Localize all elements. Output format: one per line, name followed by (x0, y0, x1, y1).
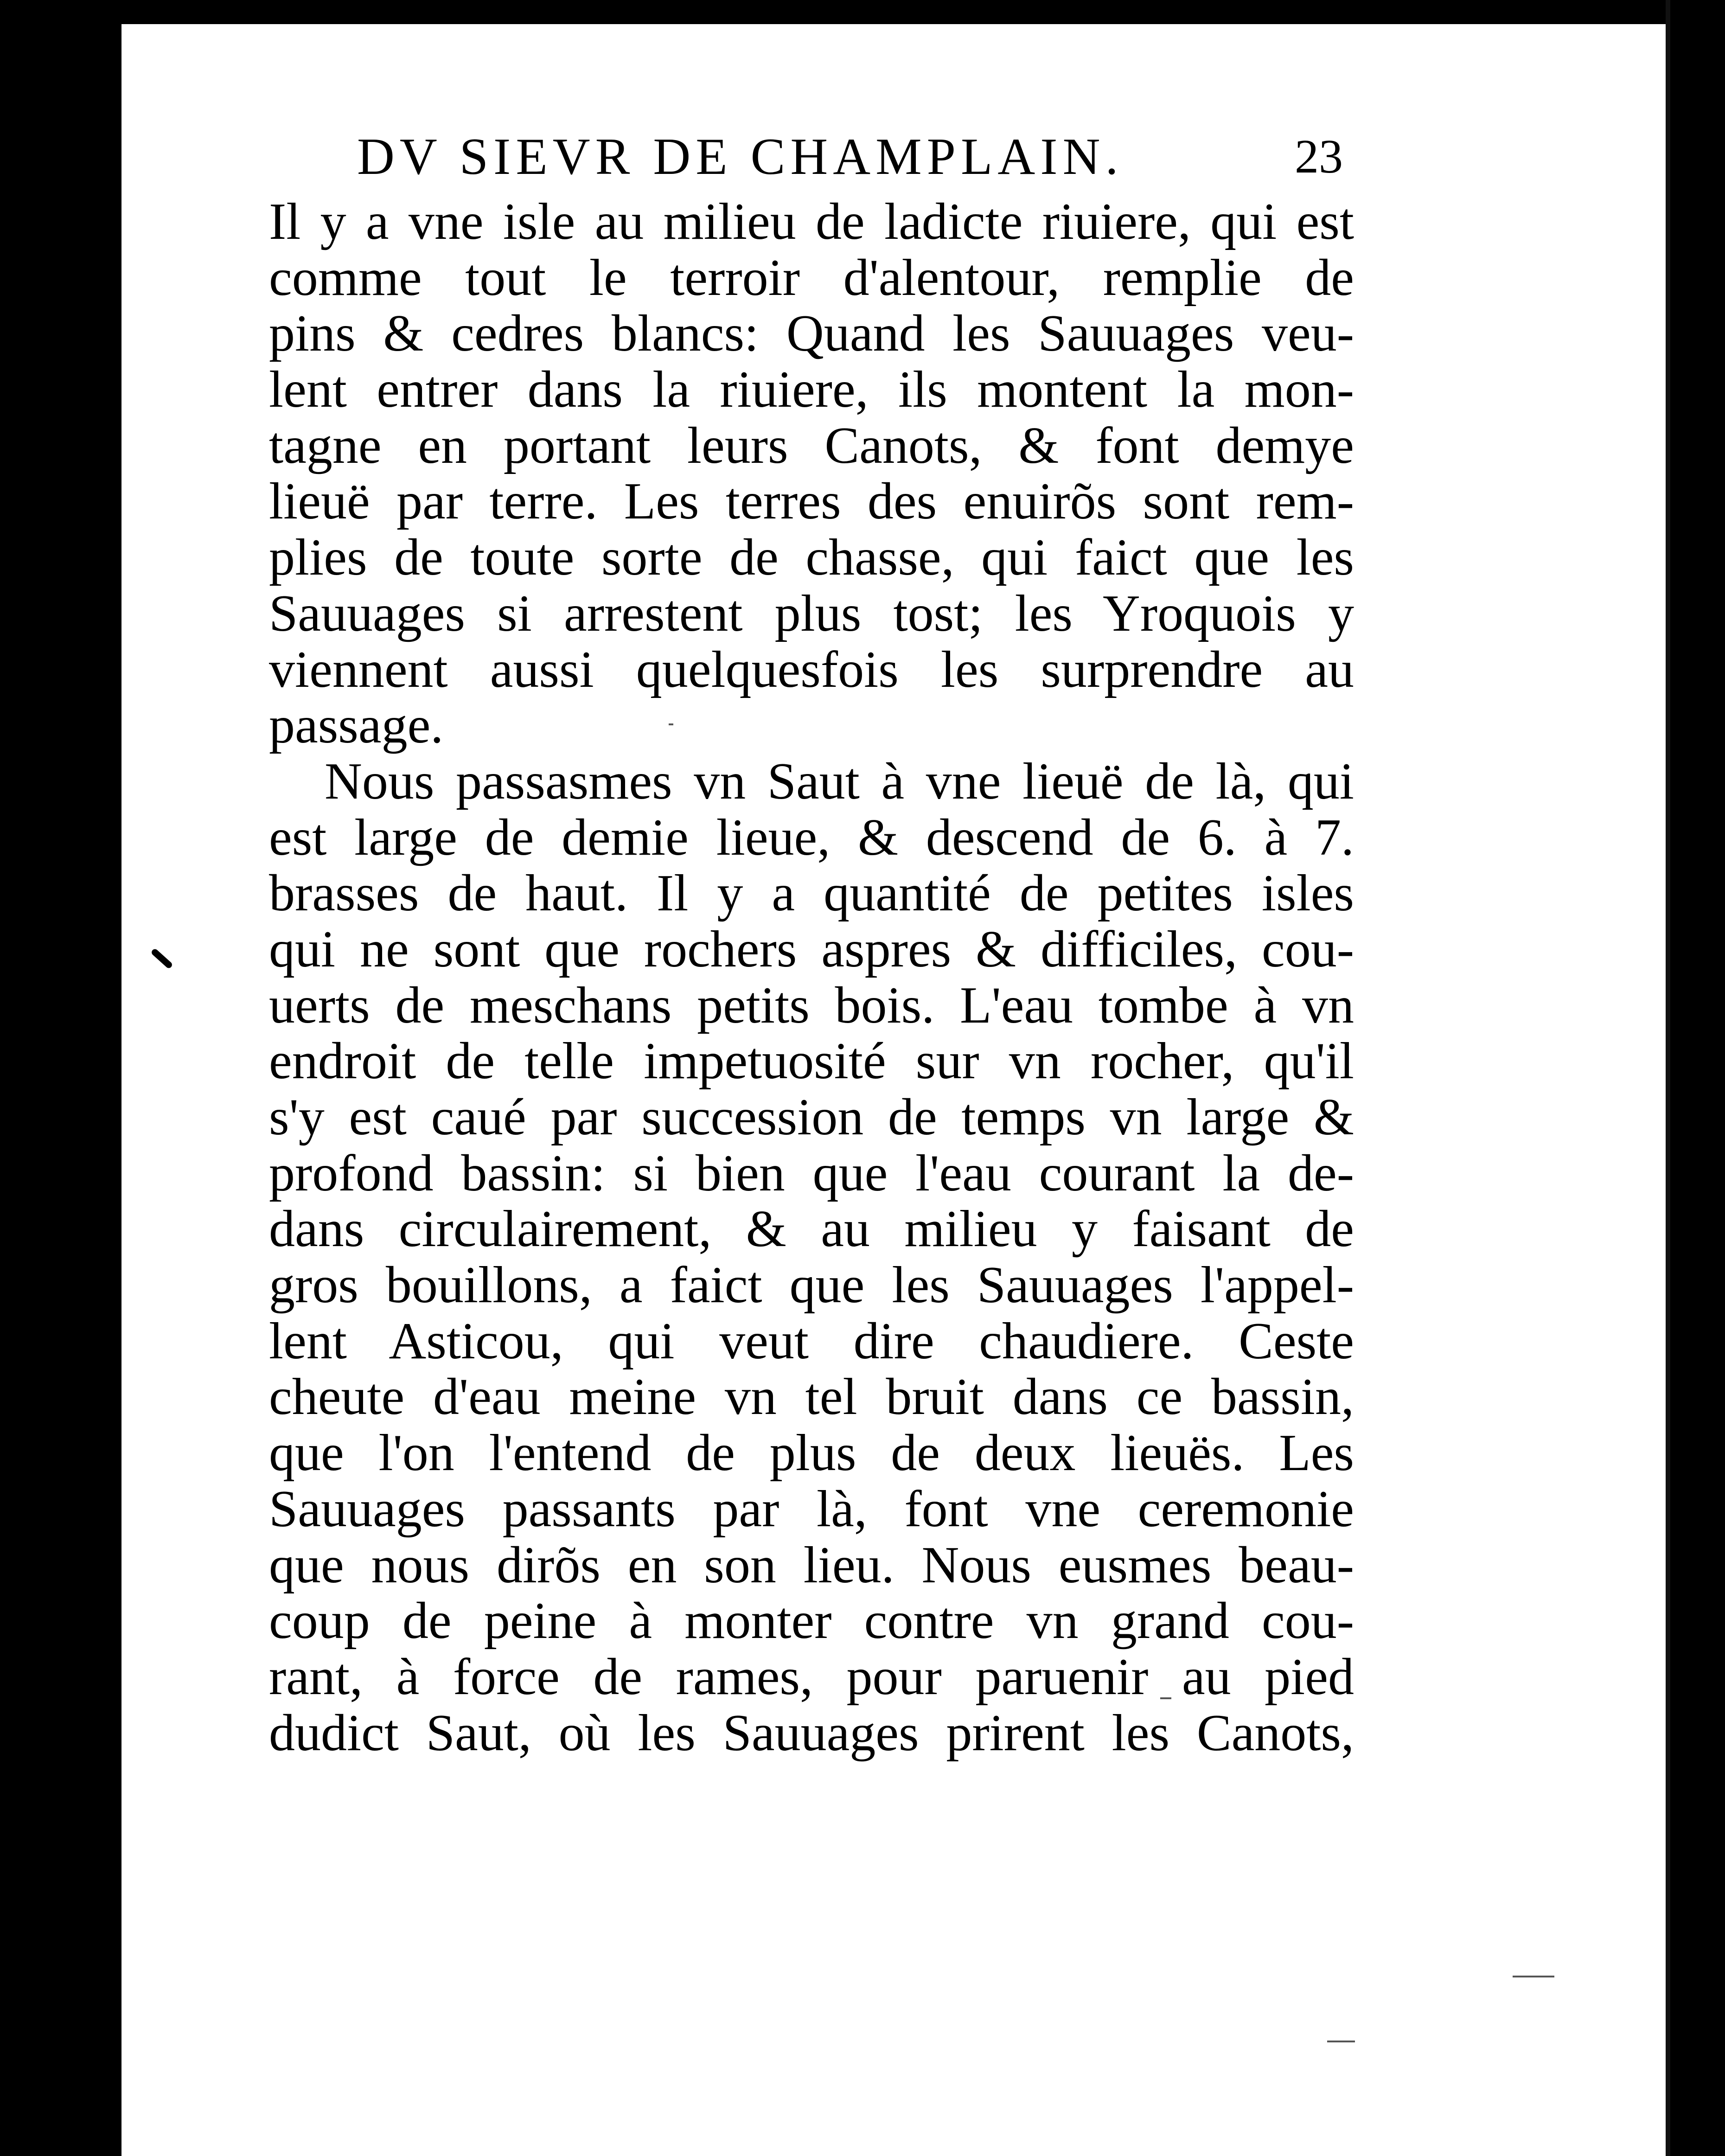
text-line: cheute d'eau meine vn tel bruit dans ce bassin, (269, 1368, 1354, 1426)
page-number: 23 (1295, 130, 1343, 183)
book-page (121, 0, 1670, 2156)
text-line: pins & cedres blancs: Quand les Sauuages veu- (269, 305, 1354, 363)
paragraph-2 (269, 754, 1354, 1761)
text-line: profond bassin: si bien que l'eau courant la de- (269, 1144, 1354, 1202)
text-line: s'y est caué par succession de temps vn large & (269, 1088, 1354, 1146)
margin-ink-mark (150, 948, 173, 970)
text-line: tagne en portant leurs Canots, & font demye (269, 416, 1354, 474)
text-line: lent Asticou, qui veut dire chaudiere. Ceste (269, 1312, 1354, 1370)
running-head: DV SIEVR DE CHAMPLAIN. (357, 128, 1124, 186)
text-line: lent entrer dans la riuiere, ils montent la mon- (269, 361, 1354, 419)
text-line: est large de demie lieue, & descend de 6. à 7. (269, 808, 1354, 866)
text-line: plies de toute sorte de chasse, qui faict que les (269, 529, 1354, 587)
body-text (269, 194, 1354, 1761)
text-line: Il y a vne isle au milieu de ladicte riuiere, qui est (269, 193, 1354, 250)
page-top-edge (121, 0, 1670, 24)
text-line: Sauuages passants par là, font vne ceremonie (269, 1480, 1354, 1538)
text-line: brasses de haut. Il y a quantité de petites isles (269, 864, 1354, 922)
text-line: uerts de meschans petits bois. L'eau tombe à vn (269, 976, 1354, 1034)
text-line: Nous passasmes vn Saut à vne lieuë de là, qui (325, 752, 1354, 810)
page-right-edge (1666, 0, 1670, 2156)
text-line: dudict Saut, où les Sauuages prirent les Canots, (269, 1704, 1354, 1762)
print-speck (1513, 1976, 1554, 1977)
paragraph-1 (269, 194, 1354, 754)
text-line: rant, à force de rames, pour paruenir au pied (269, 1648, 1354, 1706)
text-line: passage. (269, 697, 444, 755)
text-line: endroit de telle impetuosité sur vn rocher, qu'il (269, 1032, 1354, 1090)
text-line: qui ne sont que rochers aspres & difficiles, cou- (269, 920, 1354, 978)
text-line: comme tout le terroir d'alentour, remplie de (269, 249, 1354, 307)
text-line: gros bouillons, a faict que les Sauuages l'appel- (269, 1256, 1354, 1314)
text-line: coup de peine à monter contre vn grand cou- (269, 1592, 1354, 1650)
text-line: que nous dirõs en son lieu. Nous eusmes beau- (269, 1536, 1354, 1594)
text-line: viennent aussi quelquesfois les surprendre au (269, 640, 1354, 698)
print-speck (1327, 2041, 1355, 2042)
text-line: lieuë par terre. Les terres des enuirõs sont rem- (269, 473, 1354, 531)
text-line: dans circulairement, & au milieu y faisant de (269, 1200, 1354, 1258)
text-line: que l'on l'entend de plus de deux lieuës. Les (269, 1424, 1354, 1482)
text-line: Sauuages si arrestent plus tost; les Yroquois y (269, 584, 1354, 642)
